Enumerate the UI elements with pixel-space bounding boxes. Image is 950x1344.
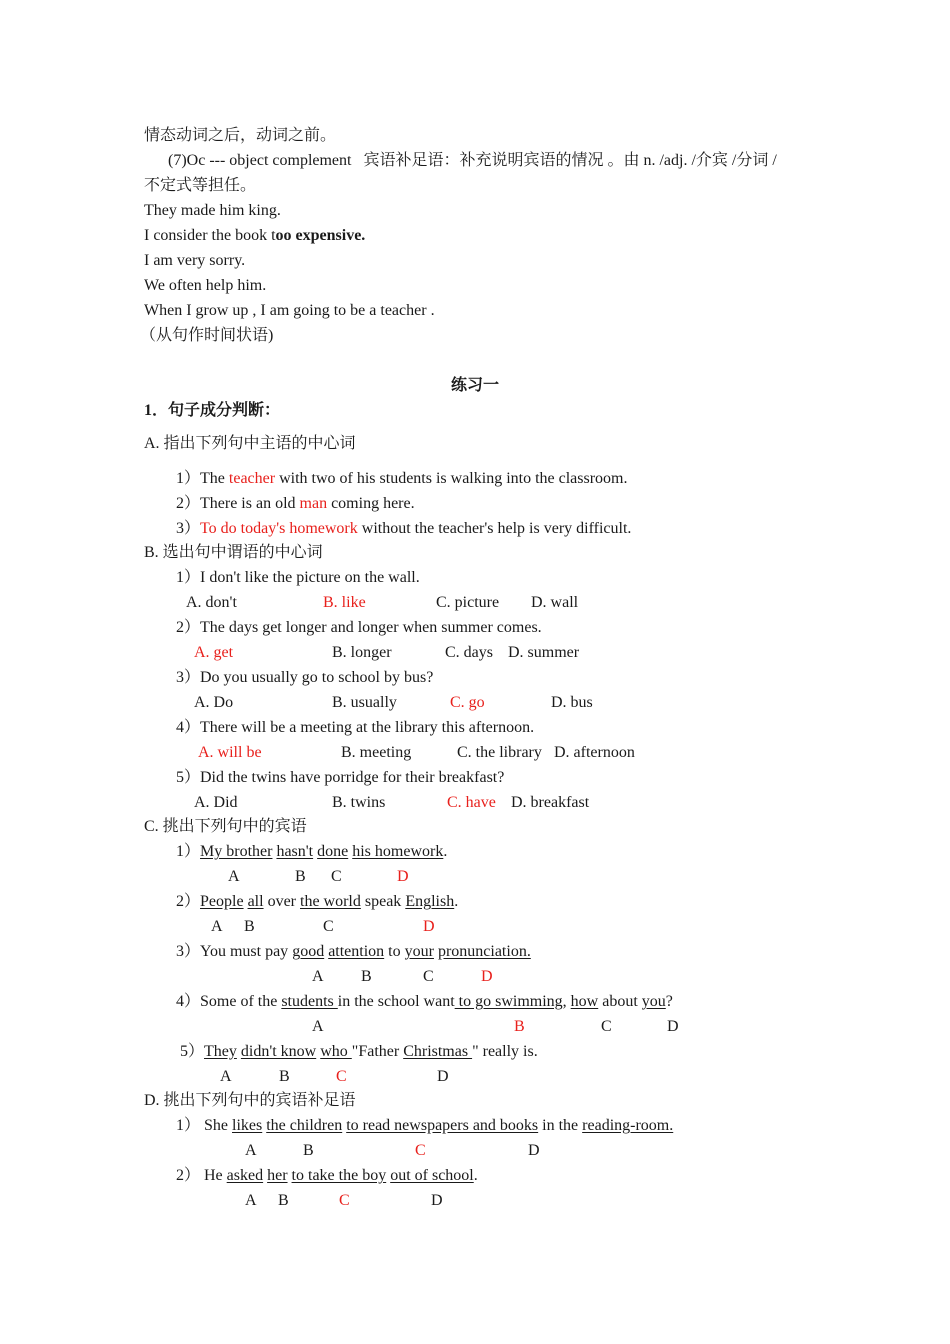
label-d: D (528, 1142, 540, 1159)
section-c-q2 (176, 892, 458, 912)
option-b: B. usually (332, 694, 397, 711)
example-2-text: I consider the book t (144, 227, 276, 244)
option-a: A. don't (186, 594, 237, 611)
q-text: over (263, 893, 300, 910)
q-number: 2） (176, 893, 201, 910)
option-c: C. picture (436, 594, 500, 611)
underlined-word: They (204, 1043, 237, 1060)
section-b-q2: 2）The days get longer and longer when summer comes. (176, 619, 542, 636)
underlined-word: to take the boy (291, 1167, 387, 1184)
section-b-q1: 1）I don't like the picture on the wall. (176, 569, 420, 586)
label-c-answer: C (336, 1068, 347, 1085)
example-5: When I grow up , I am going to be a teacher . (144, 302, 435, 319)
answer: To do today's homework (200, 520, 358, 537)
underlined-word: you (641, 993, 666, 1010)
section-b-q5: 5）Did the twins have porridge for their breakfast? (176, 769, 505, 786)
underlined-word: attention (328, 943, 385, 960)
option-a: A. Did (194, 794, 238, 811)
example-2 (144, 226, 365, 246)
label-c: C (601, 1018, 612, 1035)
section-c-q3 (176, 942, 531, 962)
q-text: . (454, 893, 459, 910)
underlined-word: students (281, 993, 338, 1010)
label-b: B (361, 968, 372, 985)
label-d-answer: D (481, 968, 493, 985)
underlined-word: how (570, 993, 599, 1010)
underlined-word: her (267, 1167, 288, 1184)
label-a: A (245, 1192, 257, 1209)
underlined-word: to go swimming (454, 993, 563, 1010)
q-text: , (562, 993, 571, 1010)
q-text: . (473, 1167, 478, 1184)
exercise-title: 练习一 (450, 377, 499, 394)
section-b-q4: 4）There will be a meeting at the library this afternoon. (176, 719, 535, 736)
q-text: ? (665, 993, 673, 1010)
option-d: D. afternoon (554, 744, 635, 761)
label-b-answer: B (514, 1018, 525, 1035)
option-b: B. longer (332, 644, 392, 661)
section-d-title: D. 挑出下列句中的宾语补足语 (144, 1092, 356, 1109)
label-c: C (323, 918, 334, 935)
underlined-word: who (320, 1043, 352, 1060)
section-c-q5 (180, 1042, 538, 1062)
option-d: D. bus (551, 694, 593, 711)
intro-line-1: 情态动词之后，动词之前。 (144, 127, 337, 144)
option-a-answer: A. will be (198, 744, 262, 761)
exercise-heading: 1．句子成分判断： (144, 402, 281, 419)
q-text: " really is. (472, 1043, 538, 1060)
underlined-word: the world (300, 893, 361, 910)
option-b: B. meeting (341, 744, 412, 761)
q-text: 3） (176, 520, 201, 537)
q-text: with two of his students is walking into the classroom. (275, 470, 628, 487)
label-d: D (667, 1018, 679, 1035)
section-a-q2 (176, 494, 415, 514)
underlined-word: hasn't (276, 843, 314, 860)
intro-line-2: (7)Oc --- object complement 宾语补足语：补充说明宾语的情况 。由 n. /adj. /介宾 /分词 / (168, 152, 777, 169)
label-c-answer: C (339, 1192, 350, 1209)
underlined-word: didn't know (240, 1043, 317, 1060)
underlined-word: your (404, 943, 434, 960)
example-1: They made him king. (144, 202, 281, 219)
section-d-q2 (176, 1166, 478, 1186)
answer: teacher (228, 470, 276, 487)
section-c-title: C. 挑出下列句中的宾语 (144, 818, 307, 835)
option-c-answer: C. have (447, 794, 496, 811)
intro-line-3: 不定式等担任。 (144, 177, 257, 194)
option-d: D. wall (531, 594, 579, 611)
underlined-word: done (317, 843, 349, 860)
q-text: 3）You must pay (176, 943, 293, 960)
option-c-answer: C. go (450, 694, 485, 711)
section-d-q1 (176, 1116, 673, 1136)
label-a: A (220, 1068, 232, 1085)
q-text: 4）Some of the (176, 993, 282, 1010)
label-c: C (423, 968, 434, 985)
q-text: in the school want (337, 993, 455, 1010)
q-text: to (384, 943, 405, 960)
underlined-word: pronunciation. (437, 943, 531, 960)
underlined-word: all (247, 893, 264, 910)
label-b: B (244, 918, 255, 935)
option-c: C. days (445, 644, 493, 661)
answer: man (299, 495, 328, 512)
q-text: without the teacher's help is very difficult. (357, 520, 632, 537)
section-a-title: A. 指出下列句中主语的中心词 (144, 435, 356, 452)
label-a: A (211, 918, 223, 935)
example-2-bold: oo expensive. (275, 227, 366, 244)
underlined-word: English (405, 893, 455, 910)
option-b-answer: B. like (323, 594, 366, 611)
section-c-q1 (176, 842, 447, 862)
underlined-word: asked (226, 1167, 264, 1184)
section-a-q3 (176, 519, 631, 539)
q-text: speak (360, 893, 406, 910)
q-text: coming here. (327, 495, 415, 512)
underlined-word: good (292, 943, 325, 960)
option-d: D. summer (508, 644, 580, 661)
underlined-word: to read newspapers and books (346, 1117, 539, 1134)
underlined-word: his homework (352, 843, 444, 860)
label-b: B (295, 868, 306, 885)
underlined-word: out of school (390, 1167, 474, 1184)
label-d: D (437, 1068, 449, 1085)
label-a: A (312, 968, 324, 985)
section-c-q4 (176, 992, 673, 1012)
label-b: B (279, 1068, 290, 1085)
underlined-word: reading-room. (582, 1117, 674, 1134)
underlined-word: Christmas (403, 1043, 473, 1060)
option-a: A. Do (194, 694, 234, 711)
example-4: We often help him. (144, 277, 267, 294)
q-number: 5） (180, 1043, 205, 1060)
q-text: "Father (351, 1043, 404, 1060)
label-b: B (303, 1142, 314, 1159)
underlined-word: People (200, 893, 244, 910)
q-text: . (443, 843, 448, 860)
label-a: A (245, 1142, 257, 1159)
underlined-word: My brother (200, 843, 273, 860)
q-text: 1） She (176, 1117, 233, 1134)
q-text: 1）The (176, 470, 229, 487)
q-text: about (598, 993, 642, 1010)
option-b: B. twins (332, 794, 386, 811)
underlined-word: the children (266, 1117, 343, 1134)
q-number: 1） (176, 843, 201, 860)
option-c: C. the library (457, 744, 542, 761)
q-text: 2） He (176, 1167, 227, 1184)
example-3: I am very sorry. (144, 252, 246, 269)
section-b-title: B. 选出句中谓语的中心词 (144, 544, 323, 561)
option-a-answer: A. get (194, 644, 234, 661)
label-d-answer: D (397, 868, 409, 885)
label-a: A (312, 1018, 324, 1035)
label-a: A (228, 868, 240, 885)
label-c-answer: C (415, 1142, 426, 1159)
q-text: in the (538, 1117, 583, 1134)
example-5-note: （从句作时间状语) (140, 327, 274, 344)
q-text: 2）There is an old (176, 495, 300, 512)
underlined-word: likes (232, 1117, 263, 1134)
label-d: D (431, 1192, 443, 1209)
label-b: B (278, 1192, 289, 1209)
label-c: C (331, 868, 342, 885)
option-d: D. breakfast (511, 794, 590, 811)
section-b-q3: 3）Do you usually go to school by bus? (176, 669, 434, 686)
section-a-q1 (176, 469, 628, 489)
label-d-answer: D (423, 918, 435, 935)
